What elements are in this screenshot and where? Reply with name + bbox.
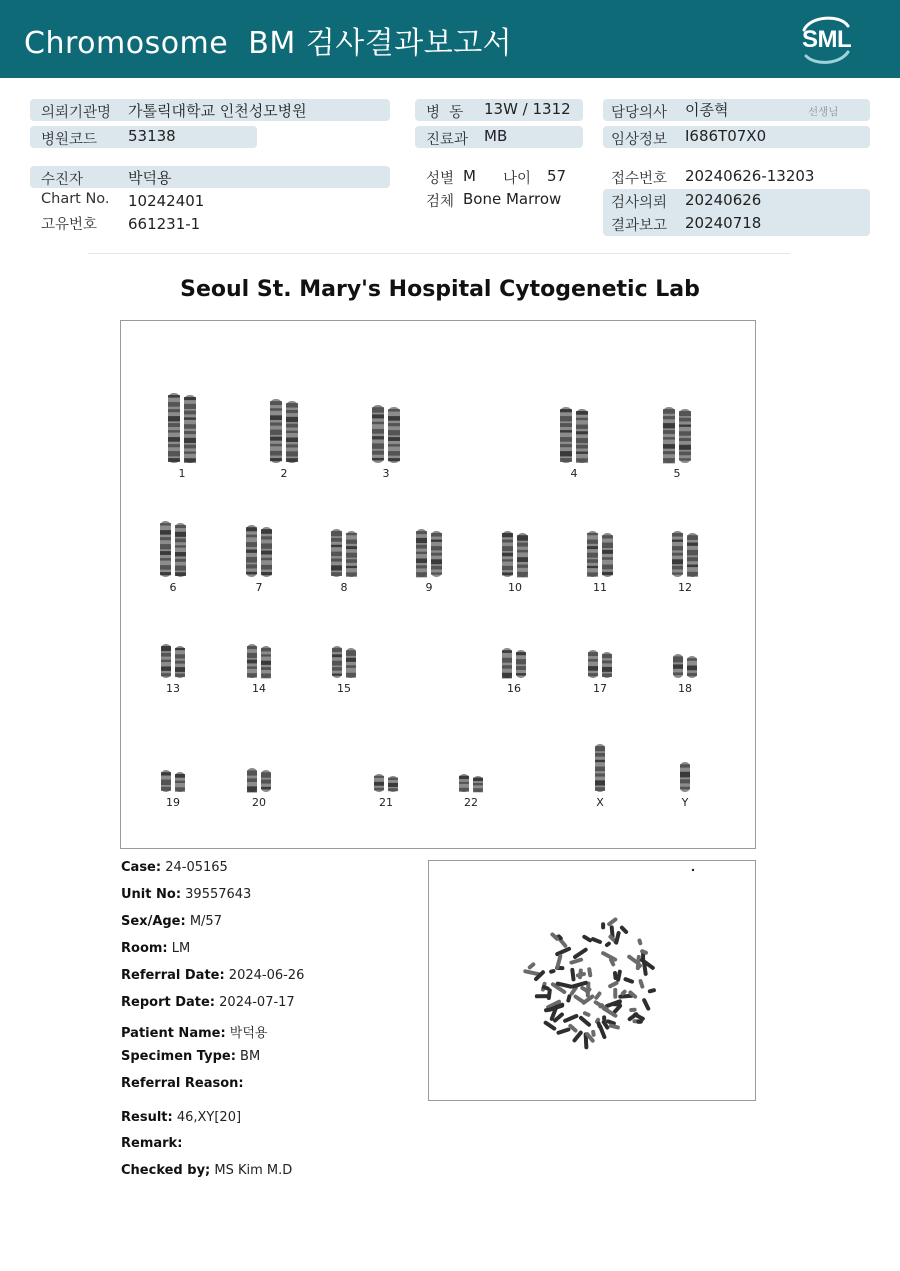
result-date-label: 결과보고	[611, 218, 668, 234]
chromosome-pair-2	[270, 399, 298, 463]
request-value: 20240626	[685, 191, 762, 209]
chromosome-pair-14	[247, 644, 271, 678]
report-field	[121, 968, 304, 983]
patient-label: 수진자	[41, 172, 84, 188]
chromosome-pair-19	[161, 770, 185, 792]
report-field-value: 46,XY[20]	[172, 1110, 242, 1125]
report-field-key: Sex/Age:	[121, 914, 186, 929]
chromosome-pair-22	[459, 774, 483, 792]
specimen-dot	[692, 869, 694, 871]
receipt-label: 접수번호	[611, 171, 668, 187]
report-field-key: Remark:	[121, 1136, 183, 1151]
chromosome-label: 15	[337, 682, 351, 695]
chromosome-label: 17	[593, 682, 607, 695]
report-field-value: 39557643	[181, 887, 252, 902]
report-field	[121, 887, 251, 902]
hospital-code-label: 병원코드	[41, 132, 98, 148]
chromosome-pair-12	[672, 531, 698, 577]
specimen-value: Bone Marrow	[463, 190, 562, 208]
chromosome-pair-11	[587, 531, 613, 577]
doctor-value: 이종혁	[685, 101, 729, 119]
chromosome-label: 14	[252, 682, 266, 695]
report-field-key: Report Date:	[121, 995, 216, 1010]
patient-info-section	[0, 0, 900, 260]
report-field-key: Case:	[121, 860, 162, 875]
chromosome-label: 4	[570, 467, 578, 480]
karyotype-image	[120, 320, 756, 849]
report-field-value: 24-05165	[161, 860, 228, 875]
report-field	[121, 1076, 244, 1091]
chromosome-label: 13	[166, 682, 180, 695]
report-field-value: M/57	[185, 914, 222, 929]
hospital-code-value: 53138	[128, 127, 176, 145]
metaphase-image	[428, 860, 756, 1101]
dept-value: MB	[484, 127, 508, 145]
report-field	[121, 1136, 182, 1151]
institution-label: 의뢰기관명	[41, 105, 112, 121]
doctor-label: 담당의사	[611, 105, 668, 121]
report-field-value: 박덕용	[225, 1026, 268, 1041]
chromosome-label: 20	[252, 796, 266, 809]
chromosome-label: 21	[379, 796, 393, 809]
metaphase-chromosomes	[523, 917, 656, 1050]
chromosome-label: 22	[464, 796, 478, 809]
report-field	[121, 995, 295, 1010]
report-field-value: 2024-06-26	[224, 968, 305, 983]
logo-text: SML	[802, 26, 852, 53]
request-label: 검사의뢰	[611, 195, 668, 211]
report-field-key: Unit No:	[121, 887, 182, 902]
result-date-value: 20240718	[685, 214, 762, 232]
report-field-key: Checked by;	[121, 1163, 211, 1178]
patient-row-bg	[30, 166, 390, 188]
chromosome-pair-6	[160, 521, 186, 577]
chromosome-label: 12	[678, 581, 692, 594]
report-field	[121, 914, 222, 929]
chromosome-pair-X	[595, 744, 605, 792]
unique-no-value: 661231-1	[128, 215, 201, 233]
institution-value: 가톨릭대학교 인천성모병원	[128, 102, 307, 120]
chromosome-label: 2	[280, 467, 288, 480]
clinical-label: 임상정보	[611, 132, 668, 148]
chromosome-pair-18	[673, 654, 697, 678]
report-field	[121, 860, 228, 875]
chromosome-label: 19	[166, 796, 180, 809]
doctor-suffix: 선생님	[808, 106, 839, 118]
report-field-key: Patient Name:	[121, 1026, 226, 1041]
chromosome-label: 16	[507, 682, 521, 695]
chromosome-pair-3	[372, 405, 400, 463]
chromosome-label: 3	[382, 467, 390, 480]
chromosome-pair-16	[502, 648, 526, 678]
age-label: 나이	[503, 171, 532, 187]
report-field	[121, 1163, 292, 1178]
report-field-value: 2024-07-17	[215, 995, 295, 1010]
patient-value: 박덕용	[128, 169, 172, 187]
metaphase-spread	[429, 861, 755, 1100]
chromosome-pair-8	[331, 529, 357, 577]
chromosome-label: 10	[508, 581, 522, 594]
clinical-value: I686T07X0	[685, 127, 767, 145]
sex-label: 성별	[426, 171, 455, 187]
report-field	[121, 1110, 241, 1125]
chromosome-label: 6	[169, 581, 177, 594]
section-divider	[88, 253, 790, 254]
chromosome-pair-13	[161, 644, 185, 678]
receipt-value: 20240626-13203	[685, 167, 815, 185]
age-value: 57	[547, 167, 567, 185]
chromosome-pair-7	[246, 525, 272, 577]
chromosome-pair-10	[502, 531, 528, 577]
chromosome-pair-1	[168, 393, 196, 463]
dept-label: 진료과	[426, 132, 469, 148]
report-field-value: MS Kim M.D	[210, 1163, 293, 1178]
report-field	[121, 1049, 260, 1064]
report-title: Chromosome BM 검사결과보고서	[24, 26, 513, 61]
chromosome-label: 9	[425, 581, 433, 594]
report-field-value: BM	[235, 1049, 261, 1064]
report-field-key: Referral Reason:	[121, 1076, 244, 1091]
chromosome-label: 18	[678, 682, 692, 695]
ward-label: 병 동	[426, 105, 464, 121]
chromosome-label: 7	[255, 581, 263, 594]
lab-title: Seoul St. Mary's Hospital Cytogenetic Lab	[180, 277, 700, 302]
chromosome-label: 8	[340, 581, 348, 594]
specimen-label: 검체	[426, 194, 455, 210]
report-field	[121, 941, 190, 956]
ward-value: 13W / 1312	[484, 100, 571, 118]
chromosome-pair-20	[247, 768, 271, 792]
chromosome-label: 1	[178, 467, 186, 480]
chromosome-pair-5	[663, 407, 691, 463]
chromosome-pair-9	[416, 529, 442, 577]
chromosome-pair-17	[588, 650, 612, 678]
karyogram	[121, 321, 757, 850]
chromosome-pair-Y	[680, 762, 690, 792]
report-field-key: Room:	[121, 941, 168, 956]
chromosome-label: 5	[673, 467, 681, 480]
report-field-key: Specimen Type:	[121, 1049, 236, 1064]
chromosome-label: 11	[593, 581, 607, 594]
chromosome-label: X	[596, 796, 604, 809]
chromosome-label: Y	[681, 796, 689, 809]
chromosome-pair-21	[374, 774, 398, 792]
chromosome-pair-4	[560, 407, 588, 463]
chart-no-value: 10242401	[128, 192, 205, 210]
report-field	[121, 1022, 267, 1041]
sex-value: M	[463, 167, 476, 185]
report-field-key: Referral Date:	[121, 968, 225, 983]
report-field-value: LM	[167, 941, 191, 956]
chromosome-pair-15	[332, 646, 356, 678]
chart-no-label: Chart No.	[41, 191, 110, 207]
unique-no-label: 고유번호	[41, 217, 98, 233]
report-field-key: Result:	[121, 1110, 173, 1125]
